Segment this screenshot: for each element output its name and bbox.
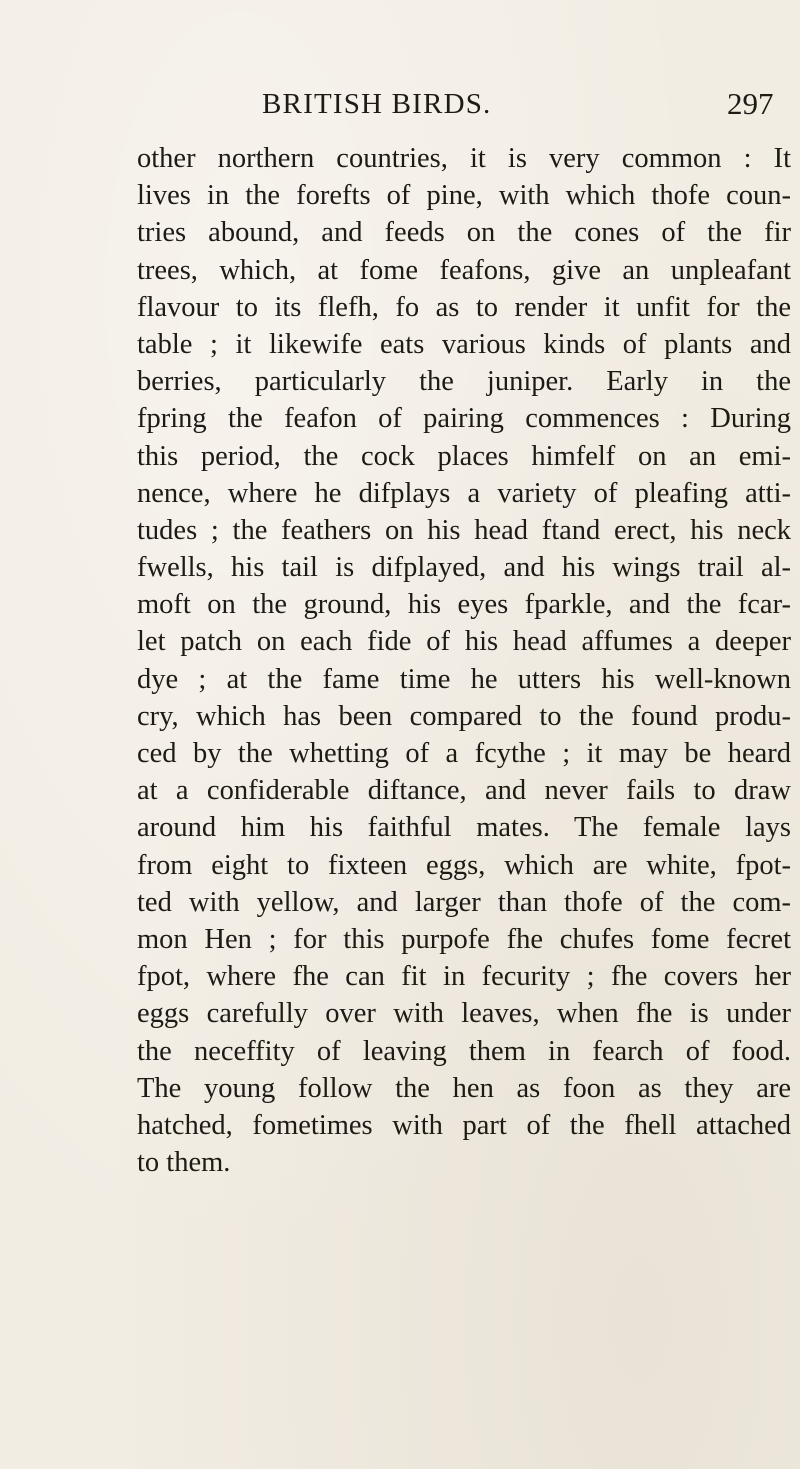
text-line: ted with yellow, and larger than thofe of the com-: [137, 886, 791, 918]
text-line: other northern countries, it is very common : It: [137, 143, 791, 174]
text-line: trees, which, at fome feafons, give an unpleafant: [137, 254, 791, 286]
text-line: cry, which has been compared to the found produ-: [137, 700, 791, 732]
text-line: the neceffity of leaving them in fearch of food.: [137, 1035, 791, 1067]
text-line: tries abound, and feeds on the cones of the fir: [137, 217, 791, 249]
text-line: fwells, his tail is difplayed, and his wings trail al-: [137, 552, 791, 584]
text-line: this period, the cock places himfelf on an emi-: [137, 440, 791, 472]
text-line: eggs carefully over with leaves, when fhe is under: [137, 998, 791, 1030]
text-line: let patch on each fide of his head affumes a deeper: [137, 626, 791, 658]
page-number: 297: [727, 86, 774, 121]
text-line: The young follow the hen as foon as they are: [137, 1072, 791, 1104]
text-line: fpring the feafon of pairing commences : During: [137, 403, 791, 435]
running-head-title: BRITISH BIRDS.: [262, 88, 492, 120]
text-line: dye ; at the fame time he utters his well-known: [137, 663, 791, 695]
text-line: around him his faithful mates. The female lays: [137, 812, 791, 844]
text-line: at a confiderable diftance, and never fails to draw: [137, 775, 791, 807]
text-line: flavour to its flefh, fo as to render it unfit for the: [137, 291, 791, 323]
text-line: to them.: [137, 1147, 231, 1179]
text-line: ced by the whetting of a fcythe ; it may be heard: [137, 738, 791, 769]
text-line: berries, particularly the juniper. Early in the: [137, 366, 791, 398]
body-text: [137, 140, 791, 1181]
text-line: nence, where he difplays a variety of pleafing atti-: [137, 477, 791, 509]
text-line: tudes ; the feathers on his head ftand erect, his neck: [137, 514, 791, 546]
text-line: table ; it likewife eats various kinds of plants and: [137, 328, 791, 360]
running-head: [0, 84, 800, 124]
text-line: mon Hen ; for this purpofe fhe chufes fome fecret: [137, 923, 791, 955]
text-line: moft on the ground, his eyes fparkle, and the fcar-: [137, 589, 791, 621]
text-line: lives in the forefts of pine, with which thofe coun-: [137, 180, 791, 212]
text-line: hatched, fometimes with part of the fhell attached: [137, 1109, 791, 1141]
text-line: fpot, where fhe can fit in fecurity ; fhe covers her: [137, 961, 791, 993]
text-line: from eight to fixteen eggs, which are white, fpot-: [137, 849, 791, 881]
